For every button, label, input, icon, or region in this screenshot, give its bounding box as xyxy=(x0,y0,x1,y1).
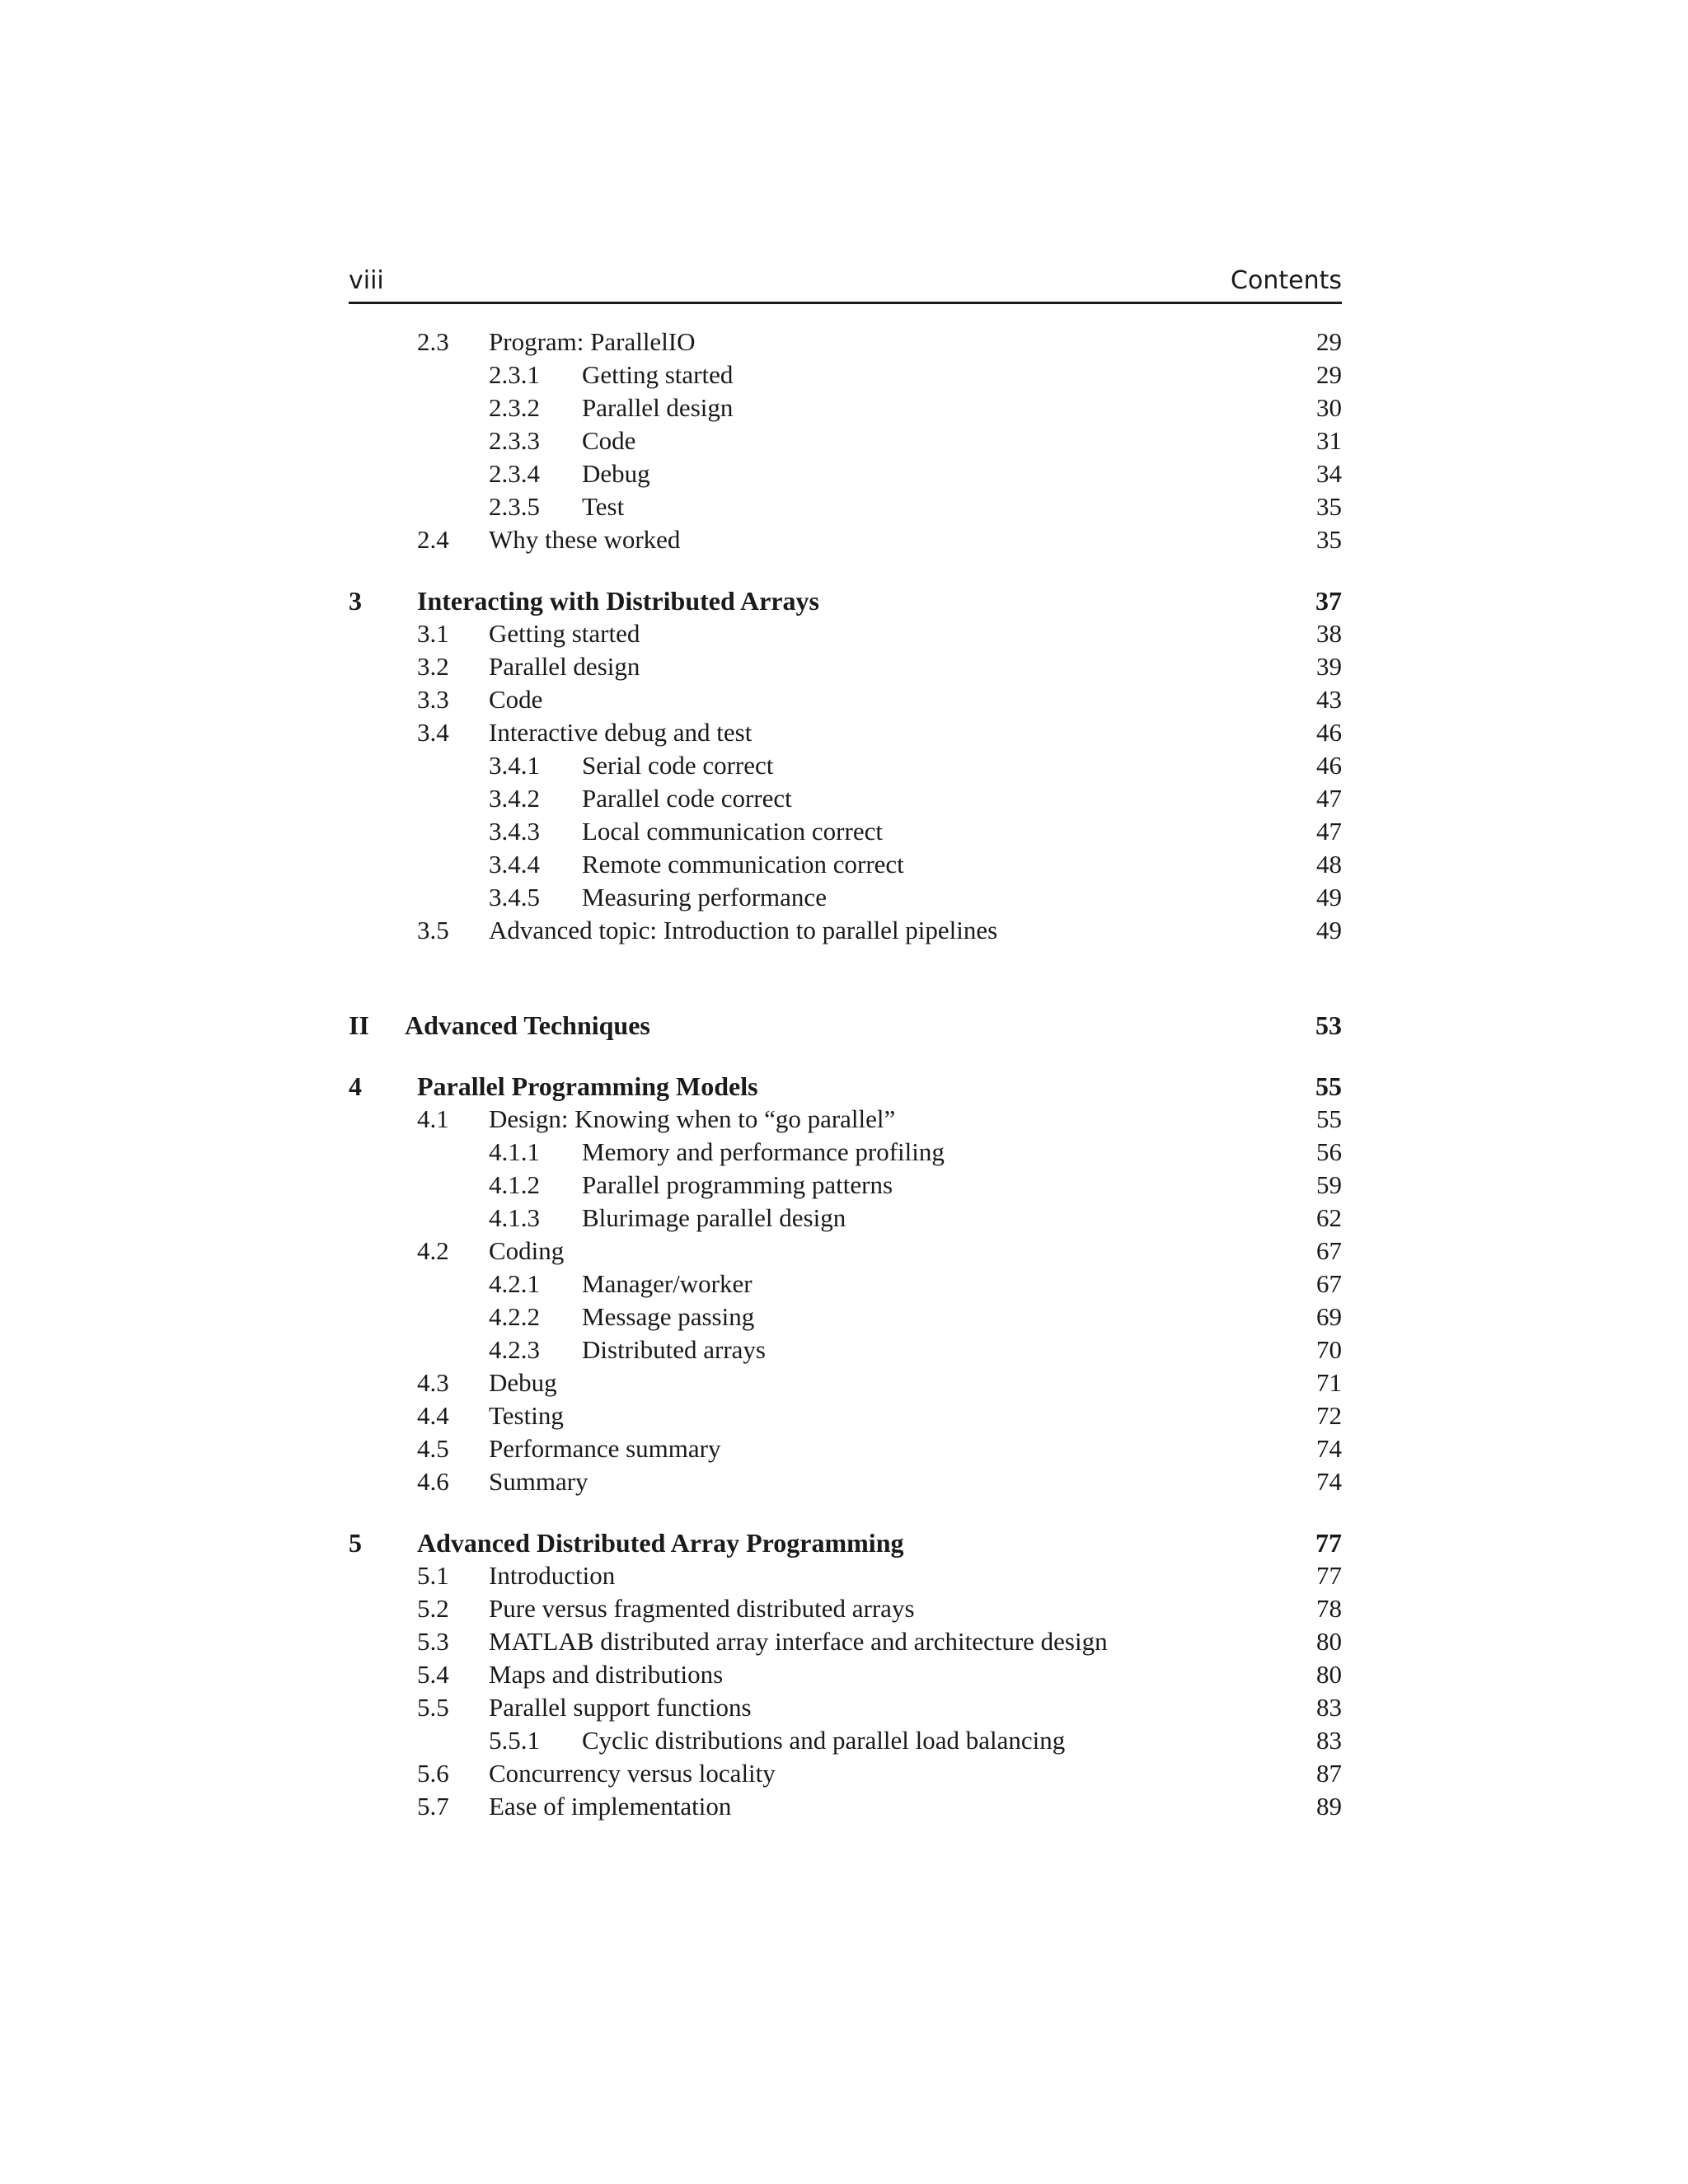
entry-title: Parallel support functions xyxy=(489,1691,758,1724)
toc-subsection[interactable] xyxy=(349,1333,1342,1366)
toc-subsection[interactable] xyxy=(349,1301,1342,1333)
entry-number: 5.5.1 xyxy=(489,1726,540,1755)
entry-number: 5.3 xyxy=(417,1627,449,1656)
entry-page-number: 80 xyxy=(1316,1627,1342,1656)
entry-title: Serial code correct xyxy=(582,749,780,782)
entry-title: Coding xyxy=(489,1235,570,1268)
entry-number: 4.1.3 xyxy=(489,1203,540,1232)
entry-page-number: 39 xyxy=(1316,652,1342,681)
table-of-contents xyxy=(349,0,1342,2184)
entry-number: 4.4 xyxy=(417,1401,449,1430)
entry-page-number: 83 xyxy=(1316,1693,1342,1722)
entry-number: 3.4 xyxy=(417,718,449,747)
entry-page-number: 53 xyxy=(1315,1010,1342,1040)
running-title: Contents xyxy=(1231,266,1342,295)
entry-number: 2.3.2 xyxy=(489,393,540,422)
entry-title: Testing xyxy=(489,1399,570,1432)
page-number: viii xyxy=(349,266,384,295)
entry-page-number: 67 xyxy=(1316,1269,1342,1298)
toc-section[interactable] xyxy=(349,1399,1342,1432)
entry-title: Advanced Techniques xyxy=(405,1009,657,1042)
entry-title: Advanced Distributed Array Programming xyxy=(417,1526,910,1559)
entry-page-number: 38 xyxy=(1316,619,1342,648)
toc-section[interactable] xyxy=(349,1432,1342,1465)
entry-title: Advanced topic: Introduction to parallel pipelines xyxy=(489,914,1004,947)
toc-subsection[interactable] xyxy=(349,1202,1342,1235)
toc-subsection[interactable] xyxy=(349,1268,1342,1301)
entry-page-number: 48 xyxy=(1316,850,1342,879)
entry-number: 5.1 xyxy=(417,1561,449,1590)
entry-page-number: 56 xyxy=(1316,1137,1342,1166)
entry-page-number: 71 xyxy=(1316,1368,1342,1397)
entry-title: Blurimage parallel design xyxy=(582,1202,852,1235)
toc-section[interactable] xyxy=(349,617,1342,650)
toc-section[interactable] xyxy=(349,1691,1342,1724)
toc-section[interactable] xyxy=(349,716,1342,749)
toc-section[interactable] xyxy=(349,326,1342,359)
toc-part[interactable] xyxy=(349,1009,1342,1042)
toc-section[interactable] xyxy=(349,1103,1342,1136)
entry-title: Parallel programming patterns xyxy=(582,1169,899,1202)
entry-page-number: 59 xyxy=(1316,1170,1342,1199)
toc-section[interactable] xyxy=(349,1235,1342,1268)
entry-number: 2.3 xyxy=(417,327,449,356)
entry-page-number: 34 xyxy=(1316,459,1342,488)
entry-title: Memory and performance profiling xyxy=(582,1136,951,1169)
entry-page-number: 47 xyxy=(1316,784,1342,813)
entry-page-number: 46 xyxy=(1316,751,1342,780)
entry-title: Distributed arrays xyxy=(582,1333,772,1366)
toc-subsection[interactable] xyxy=(349,881,1342,914)
entry-title: Ease of implementation xyxy=(489,1790,738,1823)
entry-number: 3.1 xyxy=(417,619,449,648)
entry-number: 2.3.5 xyxy=(489,492,540,521)
entry-page-number: 49 xyxy=(1316,916,1342,944)
toc-section[interactable] xyxy=(349,1465,1342,1498)
entry-page-number: 29 xyxy=(1316,360,1342,389)
toc-section[interactable] xyxy=(349,914,1342,947)
entry-number: 3.4.5 xyxy=(489,883,540,912)
entry-page-number: 77 xyxy=(1315,1528,1342,1558)
entry-number: 3.2 xyxy=(417,652,449,681)
entry-page-number: 29 xyxy=(1316,327,1342,356)
entry-page-number: 35 xyxy=(1316,492,1342,521)
toc-section[interactable] xyxy=(349,683,1342,716)
toc-subsection[interactable] xyxy=(349,457,1342,490)
entry-title: Test xyxy=(582,490,631,523)
entry-title: Getting started xyxy=(582,359,739,391)
entry-number: 2.3.4 xyxy=(489,459,540,488)
entry-number: 3.3 xyxy=(417,685,449,714)
entry-page-number: 31 xyxy=(1316,426,1342,455)
entry-page-number: 62 xyxy=(1316,1203,1342,1232)
toc-subsection[interactable] xyxy=(349,782,1342,815)
entry-title: MATLAB distributed array interface and architecture design xyxy=(489,1625,1114,1658)
entry-page-number: 55 xyxy=(1316,1104,1342,1133)
entry-number: 4.3 xyxy=(417,1368,449,1397)
entry-page-number: 74 xyxy=(1316,1434,1342,1463)
entry-number: 2.3.3 xyxy=(489,426,540,455)
entry-page-number: 72 xyxy=(1316,1401,1342,1430)
entry-page-number: 89 xyxy=(1316,1792,1342,1821)
entry-page-number: 46 xyxy=(1316,718,1342,747)
entry-number: 4.6 xyxy=(417,1467,449,1496)
entry-number: 4.2.2 xyxy=(489,1302,540,1331)
entry-number: 5.5 xyxy=(417,1693,449,1722)
toc-section[interactable] xyxy=(349,523,1342,556)
entry-title: Remote communication correct xyxy=(582,848,911,881)
toc-section[interactable] xyxy=(349,1366,1342,1399)
entry-number: 4.2 xyxy=(417,1236,449,1265)
entry-number: II xyxy=(349,1010,369,1040)
toc-subsection[interactable] xyxy=(349,1136,1342,1169)
toc-subsection[interactable] xyxy=(349,815,1342,848)
entry-number: 3.4.4 xyxy=(489,850,540,879)
entry-number: 4.1.1 xyxy=(489,1137,540,1166)
entry-page-number: 43 xyxy=(1316,685,1342,714)
entry-number: 2.4 xyxy=(417,525,449,554)
entry-number: 3.4.2 xyxy=(489,784,540,813)
entry-page-number: 87 xyxy=(1316,1759,1342,1788)
toc-chapter[interactable] xyxy=(349,584,1342,617)
entry-number: 3.4.3 xyxy=(489,817,540,846)
entry-title: Message passing xyxy=(582,1301,761,1333)
entry-page-number: 77 xyxy=(1316,1561,1342,1590)
entry-page-number: 80 xyxy=(1316,1660,1342,1689)
entry-title: Code xyxy=(582,424,642,457)
entry-page-number: 49 xyxy=(1316,883,1342,912)
entry-title: Parallel Programming Models xyxy=(417,1070,765,1103)
toc-section[interactable] xyxy=(349,1559,1342,1592)
toc-section[interactable] xyxy=(349,1625,1342,1658)
entry-title: Introduction xyxy=(489,1559,621,1592)
entry-number: 5.2 xyxy=(417,1594,449,1623)
toc-subsection[interactable] xyxy=(349,749,1342,782)
entry-page-number: 70 xyxy=(1316,1335,1342,1364)
toc-section[interactable] xyxy=(349,1790,1342,1823)
entry-title: Pure versus fragmented distributed arrays xyxy=(489,1592,921,1625)
entry-number: 4.5 xyxy=(417,1434,449,1463)
entry-title: Cyclic distributions and parallel load balancing xyxy=(582,1724,1071,1757)
entry-title: Parallel design xyxy=(489,650,646,683)
toc-section[interactable] xyxy=(349,1757,1342,1790)
entry-number: 5.4 xyxy=(417,1660,449,1689)
entry-title: Debug xyxy=(582,457,657,490)
entry-title: Getting started xyxy=(489,617,646,650)
entry-title: Debug xyxy=(489,1366,564,1399)
entry-number: 4.2.3 xyxy=(489,1335,540,1364)
entry-number: 3 xyxy=(349,586,362,616)
entry-title: Interactive debug and test xyxy=(489,716,758,749)
entry-title: Interacting with Distributed Arrays xyxy=(417,584,826,617)
toc-chapter[interactable] xyxy=(349,1070,1342,1103)
entry-title: Manager/worker xyxy=(582,1268,759,1301)
entry-title: Design: Knowing when to “go parallel” xyxy=(489,1103,902,1136)
toc-subsection[interactable] xyxy=(349,391,1342,424)
entry-number: 5.7 xyxy=(417,1792,449,1821)
entry-number: 5.6 xyxy=(417,1759,449,1788)
entry-title: Code xyxy=(489,683,549,716)
entry-title: Performance summary xyxy=(489,1432,727,1465)
toc-section[interactable] xyxy=(349,650,1342,683)
toc-section[interactable] xyxy=(349,1592,1342,1625)
entry-number: 5 xyxy=(349,1528,362,1558)
entry-title: Why these worked xyxy=(489,523,687,556)
entry-page-number: 35 xyxy=(1316,525,1342,554)
entry-number: 2.3.1 xyxy=(489,360,540,389)
toc-subsection[interactable] xyxy=(349,359,1342,391)
entry-page-number: 69 xyxy=(1316,1302,1342,1331)
toc-subsection[interactable] xyxy=(349,848,1342,881)
entry-page-number: 55 xyxy=(1315,1071,1342,1101)
entry-title: Parallel design xyxy=(582,391,739,424)
entry-number: 4.2.1 xyxy=(489,1269,540,1298)
entry-page-number: 83 xyxy=(1316,1726,1342,1755)
entry-title: Program: ParallelIO xyxy=(489,326,702,359)
entry-title: Measuring performance xyxy=(582,881,833,914)
entry-title: Parallel code correct xyxy=(582,782,799,815)
entry-page-number: 47 xyxy=(1316,817,1342,846)
toc-section[interactable] xyxy=(349,1658,1342,1691)
entry-page-number: 30 xyxy=(1316,393,1342,422)
entry-page-number: 74 xyxy=(1316,1467,1342,1496)
entry-number: 3.4.1 xyxy=(489,751,540,780)
toc-subsection[interactable] xyxy=(349,1724,1342,1757)
entry-title: Local communication correct xyxy=(582,815,889,848)
toc-chapter[interactable] xyxy=(349,1526,1342,1559)
toc-subsection[interactable] xyxy=(349,1169,1342,1202)
entry-title: Concurrency versus locality xyxy=(489,1757,782,1790)
entry-page-number: 67 xyxy=(1316,1236,1342,1265)
entry-number: 4.1 xyxy=(417,1104,449,1133)
entry-number: 3.5 xyxy=(417,916,449,944)
toc-subsection[interactable] xyxy=(349,490,1342,523)
entry-title: Maps and distributions xyxy=(489,1658,729,1691)
entry-number: 4 xyxy=(349,1071,362,1101)
entry-title: Summary xyxy=(489,1465,595,1498)
entry-page-number: 37 xyxy=(1315,586,1342,616)
toc-subsection[interactable] xyxy=(349,424,1342,457)
entry-page-number: 78 xyxy=(1316,1594,1342,1623)
entry-number: 4.1.2 xyxy=(489,1170,540,1199)
